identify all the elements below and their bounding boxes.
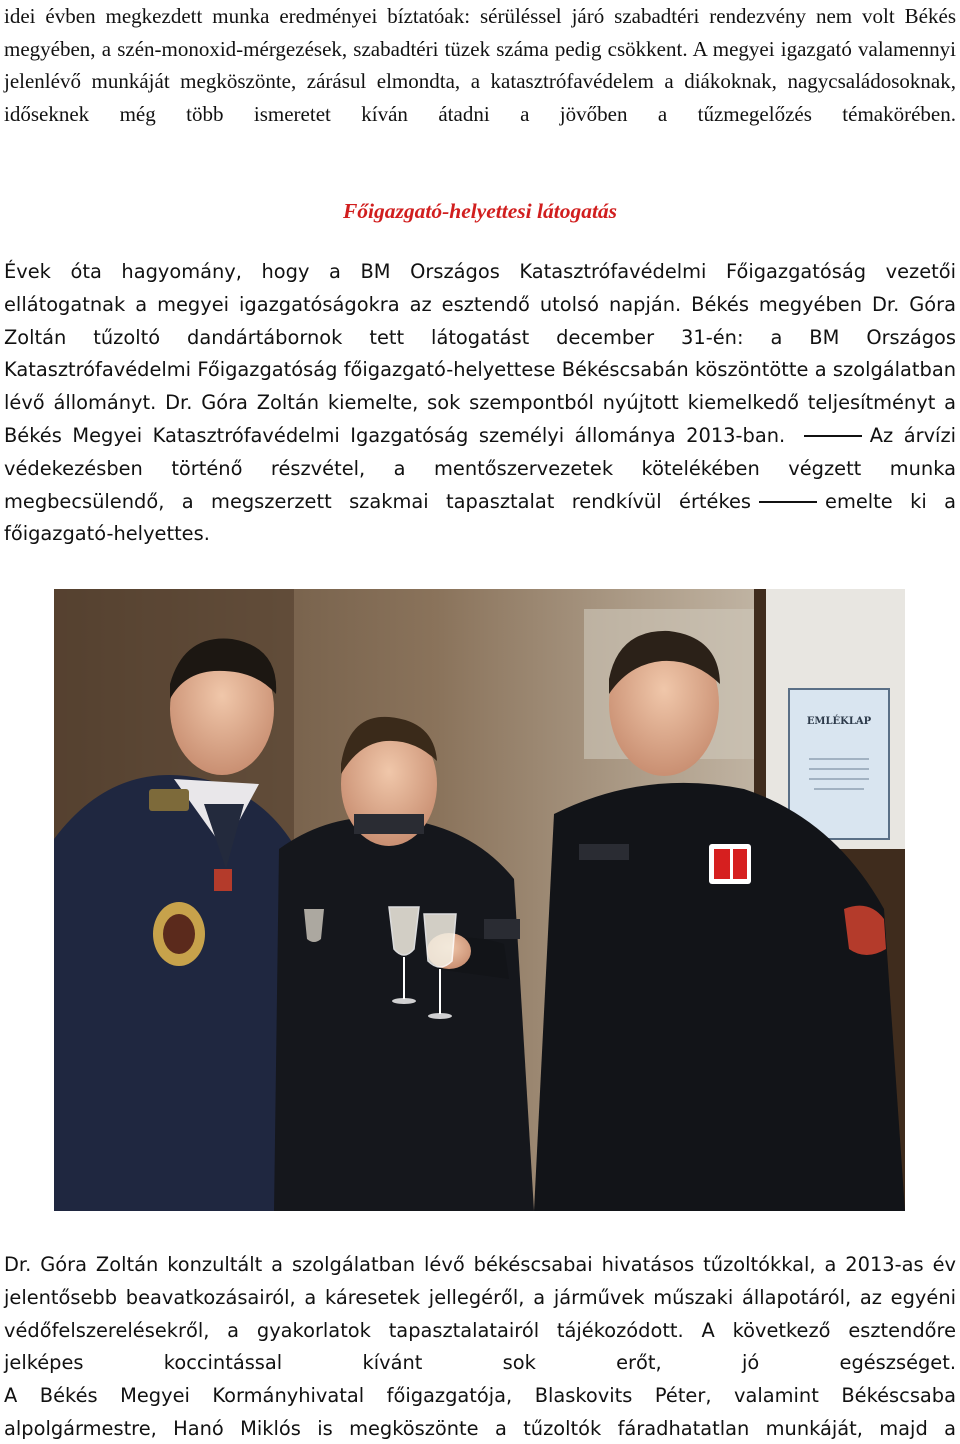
section-heading: Főigazgató-helyettesi látogatás	[342, 199, 618, 223]
caption-paragraph: Dr. Góra Zoltán konzultált a szolgálatban lévő békéscsabai hivatásos tűzoltókkal, a 2013-as év jelentősebb beavatkozásairól, a káresetek jellegéről, a járművek műszaki állapotáról, az egyéni védőfelszerelésekről, a gyakorlatok tapasztalatairól tájékozódott. A következő esztendőre jelképes koccintással kívánt sok erőt, jó egészséget.	[4, 1253, 956, 1375]
visit-paragraph-part3: emelte ki a főigazgató-helyettes.	[4, 489, 956, 546]
em-dash	[804, 435, 862, 437]
certificate-frame	[789, 689, 889, 839]
certificate-title: EMLÉKLAP	[806, 716, 872, 727]
next-paragraph: A Békés Megyei Kormányhivatal főigazgatója, Blaskovits Péter, valamint Békéscsaba alpolgármestre, Hanó Miklós is megköszönte a tűzoltók fáradhatatlan munkáját, majd a	[4, 1384, 956, 1440]
intro-paragraph: idei évben megkezdett munka eredményei bíztatóak: sérüléssel járó szabadtéri rendezvény nem volt Békés megyében, a szén-monoxid-mérgezések, szabadtéri tüzek száma pedig csökkent. A megyei igazgató valamennyi jelenlévő munkáját megköszönte, zárásul elmondta, a katasztrófavédelem a diákoknak, nagycsaládosoknak, időseknek még több ismeretet kíván átadni a jövőben a tűzmegelőzés témakörében.	[4, 4, 956, 126]
visit-paragraph	[4, 256, 956, 551]
photo-firefighters-toast	[54, 589, 905, 1211]
visit-paragraph-part2: Az árvízi védekezésben történő részvétel, a mentőszervezetek kötelékében végzett munka megbecsülendő, a megszerzett szakmai tapasztalat rendkívül értékes	[4, 423, 957, 513]
visit-paragraph-part1: Évek óta hagyomány, hogy a BM Országos Katasztrófavédelmi Főigazgatóság vezetői ellátogatnak a megyei igazgatóságokra az esztendő utolsó napján. Békés megyében Dr. Góra Zoltán tűzoltó dandártábornok tett látogatást december 31-én: a BM Országos Katasztrófavédelmi Főigazgatóság főigazgató-helyettese Békéscsabán köszöntötte a szolgálatban lévő állományt. Dr. Góra Zoltán kiemelte, sok szempontból nyújtott kiemelkedő teljesítményt a Békés Megyei Katasztrófavédelmi Igazgatóság személyi állománya 2013-ban.	[4, 260, 956, 447]
em-dash	[759, 501, 817, 503]
